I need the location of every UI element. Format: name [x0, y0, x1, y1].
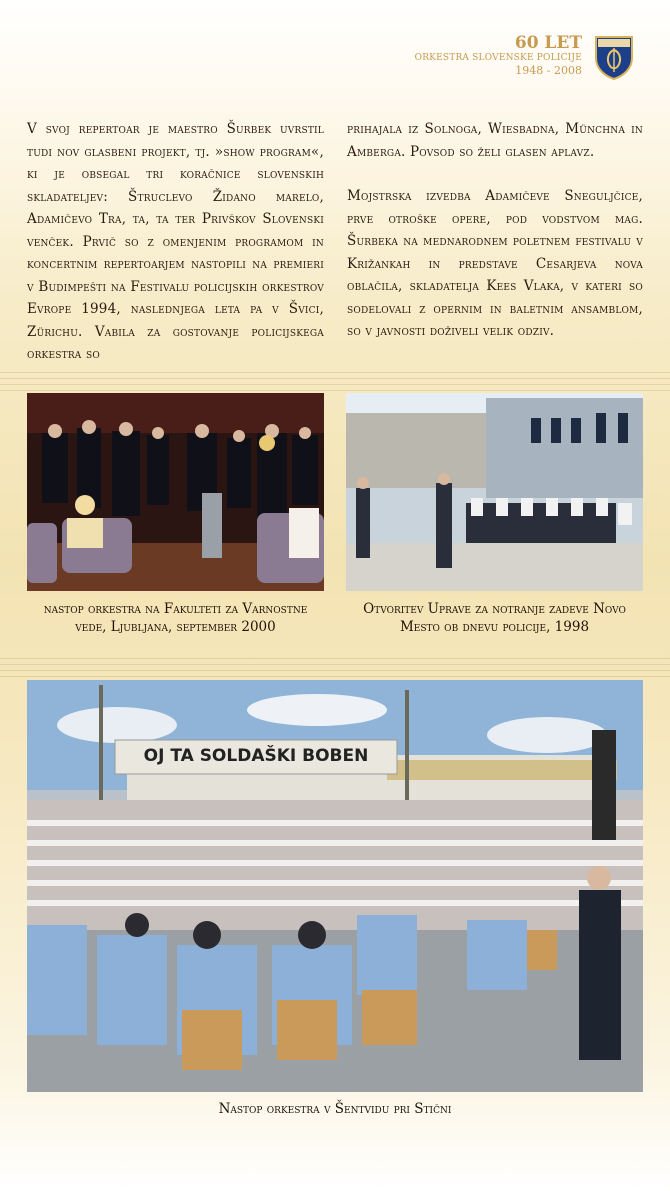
photo-sentvid-caption: Nastop orkestra v Šentvidu pri Stični [218, 1101, 452, 1117]
header-years: 1948 - 2008 [515, 64, 582, 77]
photo-administration-caption: Otvoritev Uprave za notranje zadeve Novo Mesto ob dnevu policije, 1998 [363, 601, 626, 635]
photo-faculty-caption: nastop orkestra na Fakulteti za Varnostne vede, Ljubljana, september 2000 [43, 601, 308, 635]
text-column-right [347, 118, 643, 343]
photo-administration-opening [346, 393, 643, 591]
header-subtitle: ORKESTRA SLOVENSKE POLICIJE [414, 53, 582, 63]
paragraph-right-2: Mojstrska izvedba Adamičeve Sneguljčice, prve otroške opere, pod vodstvom mag. Šurbeka na mednarodnem poletnem festivalu v Križankah in predstave Cesarjeva nova oblačila, skladatelja Kees Vlaka, v kateri so sodelovali z opernim in baletnim ansamblom, so v javnosti doživeli velik odziv. [347, 188, 643, 339]
paragraph-left: V svoj repertoar je maestro Šurbek uvrstil tudi nov glasbeni projekt, tj. »show program«, ki je obsegal tri koračnice slovenskih skladateljev: Štruclevo Židano marelo, Adamičevo Tra, ta, ta ter Privškov Slovenski venček. Prvič so z omenjenim programom in koncertnim repertoarjem nastopili na premieri v Budimpešti na Festivalu policijskih orkestrov Evrope 1994, naslednjega leta pa v Švici, Zürichu. Vabila za gostovanje policijskega orkestra so [27, 121, 324, 362]
paragraph-right-1: prihajala iz Solnoga, Wiesbadna, Münchna in Amberga. Povsod so želi glasen aplavz. [347, 121, 643, 160]
header-title: 60 LET [514, 33, 582, 53]
page-header [384, 34, 634, 84]
banner-text: OJ TA SOLDAŠKI BOBEN [143, 746, 369, 766]
photo-sentvid-concert [27, 680, 643, 1092]
photo-faculty-concert [27, 393, 324, 591]
header-titles [415, 34, 582, 78]
police-orchestra-crest-icon [594, 34, 634, 80]
text-column-left [27, 118, 324, 366]
